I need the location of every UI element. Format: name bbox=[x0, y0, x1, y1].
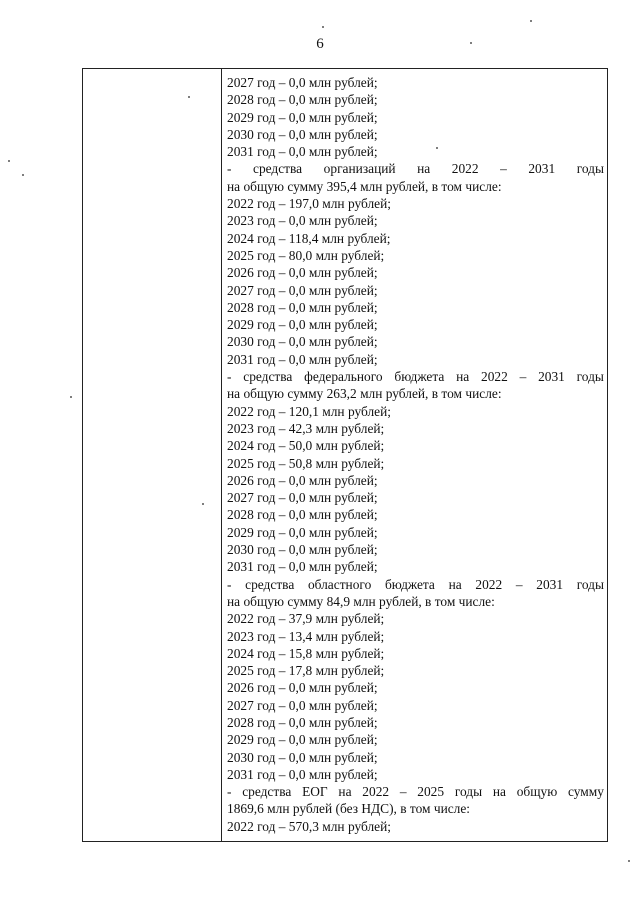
text-line: 2029 год – 0,0 млн рублей; bbox=[227, 109, 378, 125]
column-divider bbox=[221, 69, 222, 841]
word: бюджета bbox=[384, 576, 435, 592]
word: - bbox=[227, 784, 232, 800]
text-line: 2024 год – 118,4 млн рублей; bbox=[227, 230, 391, 246]
word: средства bbox=[242, 784, 292, 800]
scan-speck bbox=[470, 42, 472, 44]
document-table bbox=[82, 68, 608, 842]
word: сумму bbox=[568, 784, 604, 800]
word: на bbox=[338, 784, 352, 800]
word: 2022 bbox=[475, 576, 503, 592]
text-line: 2027 год – 0,0 млн рублей; bbox=[227, 282, 378, 298]
word: средства bbox=[245, 576, 295, 592]
word: – bbox=[515, 576, 523, 592]
text-line: 2025 год – 17,8 млн рублей; bbox=[227, 663, 385, 679]
word: годы bbox=[576, 369, 604, 385]
word: – bbox=[500, 161, 507, 177]
text-line: на общую сумму 84,9 млн рублей, в том числе: bbox=[227, 593, 495, 609]
text-line: 2028 год – 0,0 млн рублей; bbox=[227, 714, 378, 730]
scan-speck bbox=[188, 96, 190, 98]
word: 2031 bbox=[536, 576, 564, 592]
word: организаций bbox=[323, 161, 396, 177]
word: на bbox=[417, 161, 431, 177]
justified-line bbox=[227, 368, 604, 385]
funding-text-cell bbox=[227, 74, 604, 835]
text-line: 2030 год – 0,0 млн рублей; bbox=[227, 542, 378, 558]
word: средства bbox=[243, 369, 293, 385]
text-line: 2023 год – 13,4 млн рублей; bbox=[227, 628, 385, 644]
text-line: 2026 год – 0,0 млн рублей; bbox=[227, 265, 378, 281]
word: областного bbox=[307, 576, 372, 592]
word: бюджета bbox=[394, 369, 445, 385]
scan-speck bbox=[8, 160, 10, 162]
word: годы bbox=[576, 161, 604, 177]
text-line: 2025 год – 50,8 млн рублей; bbox=[227, 455, 385, 471]
word: годы bbox=[454, 784, 483, 800]
text-line: 2027 год – 0,0 млн рублей; bbox=[227, 490, 378, 506]
text-line: 2031 год – 0,0 млн рублей; bbox=[227, 766, 378, 782]
text-line: на общую сумму 263,2 млн рублей, в том числе: bbox=[227, 386, 502, 402]
text-line: на общую сумму 395,4 млн рублей, в том числе: bbox=[227, 178, 502, 194]
word: на bbox=[492, 784, 506, 800]
text-line: 2031 год – 0,0 млн рублей; bbox=[227, 144, 378, 160]
text-line: 2029 год – 0,0 млн рублей; bbox=[227, 524, 378, 540]
text-line: 2024 год – 15,8 млн рублей; bbox=[227, 645, 385, 661]
justified-line bbox=[227, 576, 604, 593]
word: 2022 bbox=[481, 369, 508, 385]
scan-speck bbox=[22, 174, 24, 176]
scan-speck bbox=[530, 20, 532, 22]
word: на bbox=[448, 576, 462, 592]
word: - bbox=[227, 576, 232, 592]
word: 2022 bbox=[362, 784, 390, 800]
text-line: 2023 год – 42,3 млн рублей; bbox=[227, 420, 385, 436]
text-line: 1869,6 млн рублей (без НДС), в том числе: bbox=[227, 801, 471, 817]
scan-speck bbox=[628, 860, 630, 862]
word: ЕОГ bbox=[302, 784, 328, 800]
word: - bbox=[227, 161, 232, 177]
text-line: 2022 год – 120,1 млн рублей; bbox=[227, 403, 391, 419]
scan-speck bbox=[322, 26, 324, 28]
text-line: 2025 год – 80,0 млн рублей; bbox=[227, 247, 385, 263]
word: общую bbox=[516, 784, 558, 800]
text-line: 2028 год – 0,0 млн рублей; bbox=[227, 299, 378, 315]
text-line: 2022 год – 197,0 млн рублей; bbox=[227, 196, 391, 212]
text-line: 2031 год – 0,0 млн рублей; bbox=[227, 559, 378, 575]
text-line: 2026 год – 0,0 млн рублей; bbox=[227, 472, 378, 488]
text-line: 2026 год – 0,0 млн рублей; bbox=[227, 680, 378, 696]
text-line: 2030 год – 0,0 млн рублей; bbox=[227, 749, 378, 765]
text-line: 2022 год – 570,3 млн рублей; bbox=[227, 818, 391, 834]
text-line: 2027 год – 0,0 млн рублей; bbox=[227, 75, 378, 90]
word: на bbox=[456, 369, 470, 385]
word: 2022 bbox=[451, 161, 479, 177]
page-number: 6 bbox=[316, 36, 324, 52]
text-line: 2030 год – 0,0 млн рублей; bbox=[227, 126, 378, 142]
text-line: 2028 год – 0,0 млн рублей; bbox=[227, 507, 378, 523]
scan-speck bbox=[202, 503, 204, 505]
word: 2031 bbox=[528, 161, 556, 177]
text-line: 2031 год – 0,0 млн рублей; bbox=[227, 351, 378, 367]
word: – bbox=[399, 784, 407, 800]
text-line: 2024 год – 50,0 млн рублей; bbox=[227, 438, 385, 454]
text-line: 2022 год – 37,9 млн рублей; bbox=[227, 611, 385, 627]
word: 2025 bbox=[417, 784, 445, 800]
word: годы bbox=[576, 576, 604, 592]
word: – bbox=[519, 369, 527, 385]
text-line: 2023 год – 0,0 млн рублей; bbox=[227, 213, 378, 229]
justified-line bbox=[227, 783, 604, 800]
scan-speck bbox=[436, 147, 438, 149]
justified-line bbox=[227, 160, 604, 177]
word: федерального bbox=[304, 369, 383, 385]
word: 2031 bbox=[538, 369, 565, 385]
text-line: 2029 год – 0,0 млн рублей; bbox=[227, 317, 378, 333]
scan-speck bbox=[70, 396, 72, 398]
text-line: 2029 год – 0,0 млн рублей; bbox=[227, 732, 378, 748]
text-line: 2030 год – 0,0 млн рублей; bbox=[227, 334, 378, 350]
word: средства bbox=[253, 161, 303, 177]
word: - bbox=[227, 369, 232, 385]
text-line: 2027 год – 0,0 млн рублей; bbox=[227, 697, 378, 713]
text-line: 2028 год – 0,0 млн рублей; bbox=[227, 92, 378, 108]
